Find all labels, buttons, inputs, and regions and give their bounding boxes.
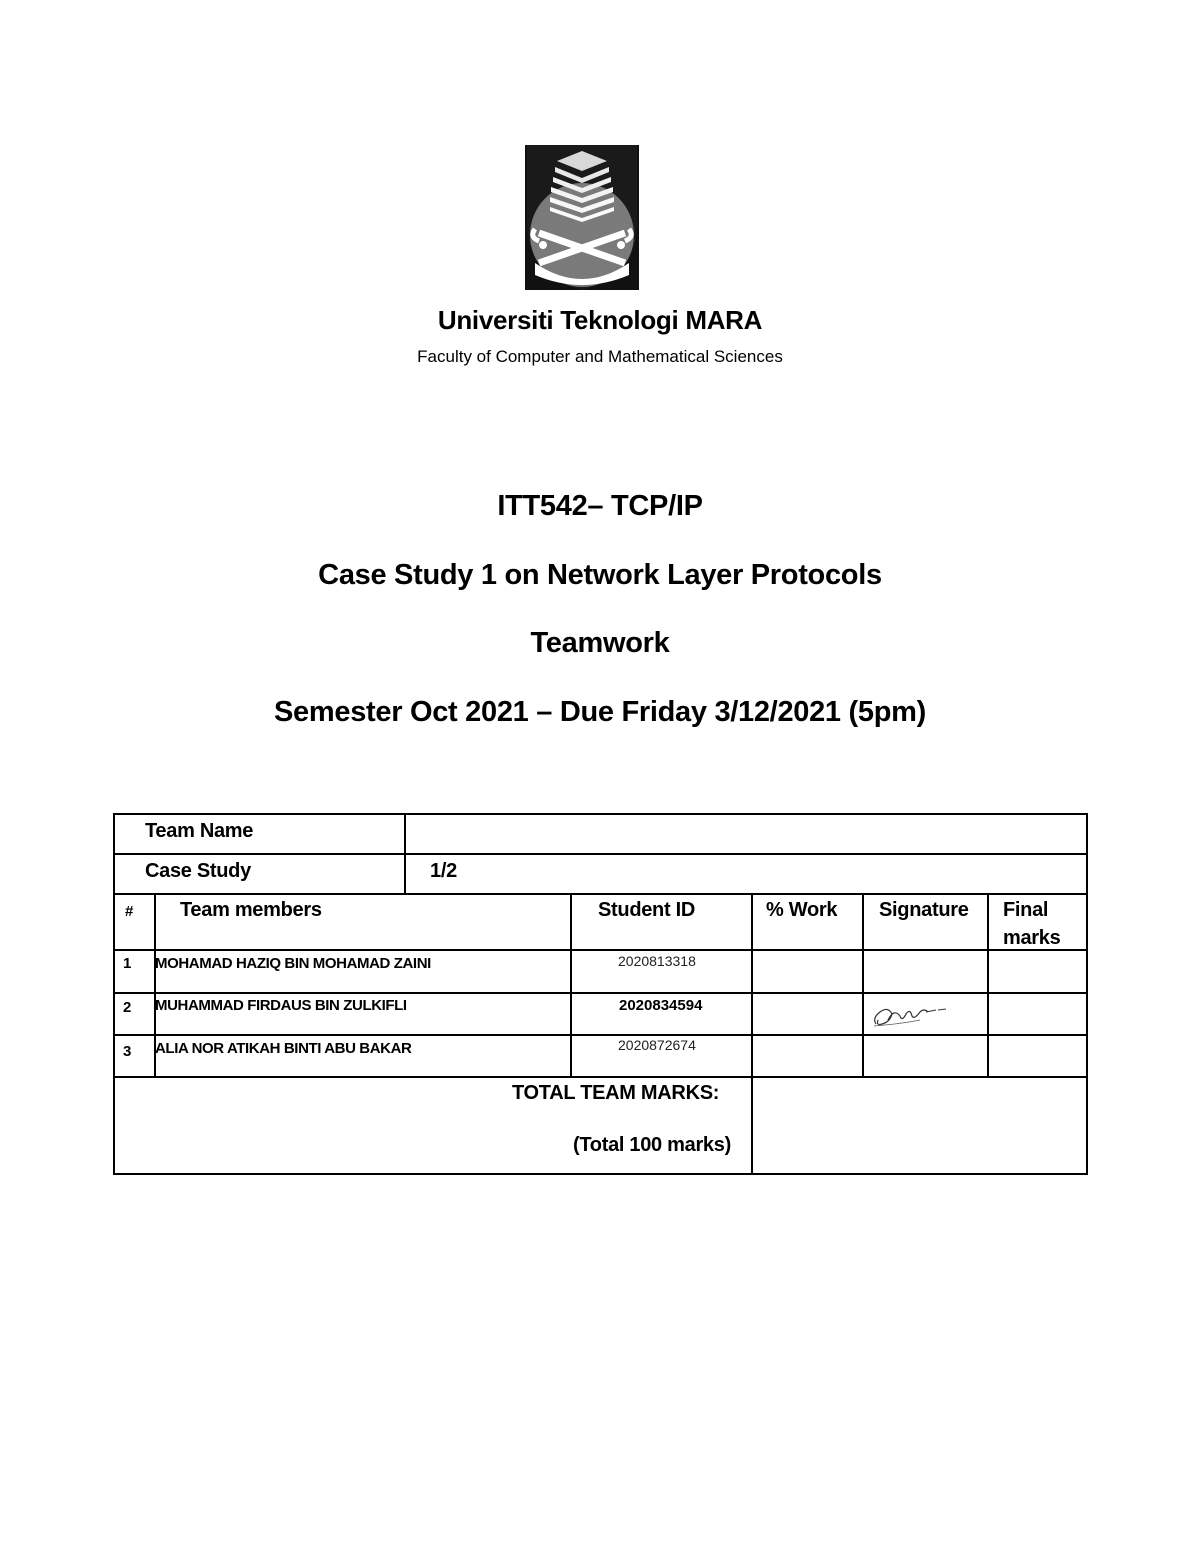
student-id: 2020834594 — [619, 997, 703, 1014]
student-id: 2020872674 — [618, 1037, 696, 1053]
case-study-title: Case Study 1 on Network Layer Protocols — [318, 559, 882, 591]
table-divider — [751, 893, 753, 1175]
case-study-label: Case Study — [145, 860, 251, 882]
row-num: 1 — [123, 955, 131, 972]
col-header-num: # — [125, 903, 133, 920]
team-name-label: Team Name — [145, 820, 254, 842]
member-name: ALIA NOR ATIKAH BINTI ABU BAKAR — [155, 1040, 412, 1057]
case-study-value: 1/2 — [430, 860, 457, 882]
col-header-work: % Work — [766, 899, 838, 921]
col-header-members: Team members — [180, 899, 322, 921]
col-header-student-id: Student ID — [598, 899, 695, 921]
table-divider — [113, 1034, 1088, 1036]
col-header-final-marks: Final — [1003, 899, 1049, 921]
semester-due-title: Semester Oct 2021 – Due Friday 3/12/2021 (5pm) — [274, 696, 926, 728]
work-type-title: Teamwork — [530, 627, 670, 659]
row-num: 3 — [123, 1043, 131, 1060]
table-divider — [113, 992, 1088, 994]
uitm-crest-icon — [525, 145, 639, 290]
total-team-marks-label: TOTAL TEAM MARKS: — [512, 1082, 720, 1104]
total-marks-note: (Total 100 marks) — [573, 1134, 731, 1156]
table-divider — [113, 853, 1088, 855]
member-name: MOHAMAD HAZIQ BIN MOHAMAD ZAINI — [155, 955, 431, 972]
table-divider — [862, 893, 864, 1078]
member-name: MUHAMMAD FIRDAUS BIN ZULKIFLI — [155, 997, 407, 1014]
table-divider — [570, 893, 572, 1078]
handwritten-signature-icon — [870, 998, 950, 1030]
col-header-signature: Signature — [879, 899, 969, 921]
team-table — [113, 813, 1088, 1175]
faculty-name: Faculty of Computer and Mathematical Sciences — [417, 347, 783, 366]
table-divider — [113, 1076, 1088, 1078]
student-id: 2020813318 — [618, 953, 696, 969]
col-header-final-marks-2: marks — [1003, 927, 1061, 949]
table-divider — [113, 893, 1088, 895]
course-title: ITT542– TCP/IP — [497, 490, 703, 522]
row-num: 2 — [123, 999, 131, 1016]
table-divider — [404, 813, 406, 895]
table-divider — [113, 949, 1088, 951]
table-divider — [987, 893, 989, 1078]
university-name: Universiti Teknologi MARA — [437, 305, 763, 335]
